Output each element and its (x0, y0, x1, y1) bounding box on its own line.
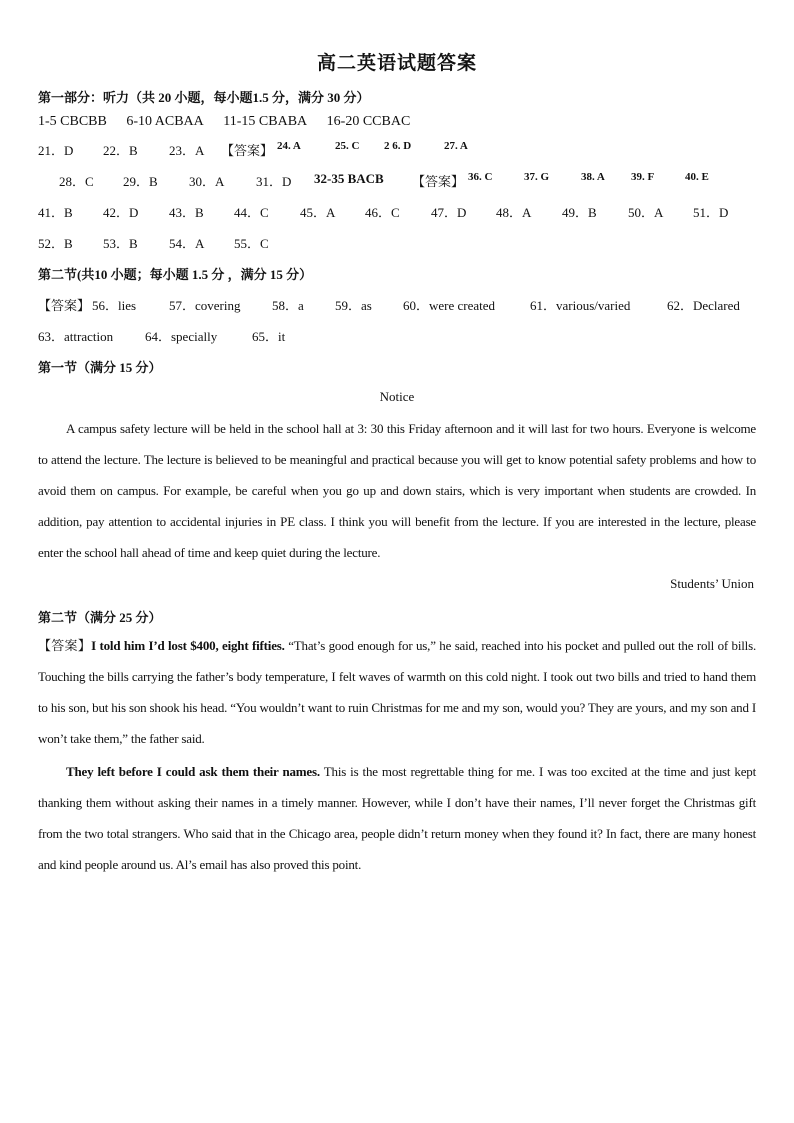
part1-answers (38, 114, 410, 130)
answer-item: 56．lies (92, 298, 137, 313)
paragraph-text: This is the most regrettable thing for me. I was too excited at the time and just kept thanking them without asking their names in a timely manner. However, while I don’t have their names, I’ll never forget the Christmas gift from the two total strangers. Who said that in the Chicago area, people didn’t return money when they found it? In fact, there are many honest and kind people around us. Al’s email has also proved this point. (38, 764, 756, 872)
answer-item: 65．it (252, 329, 286, 344)
answer-item: 28．C (59, 174, 94, 189)
writing2-paragraph-2 (38, 756, 756, 880)
answer-item: 57．covering (169, 298, 241, 313)
answer-item: 21．D (38, 143, 74, 158)
answer-item: 43．B (169, 205, 204, 220)
paragraph-text: “That’s good enough for us,” he said, reached into his pocket and pulled out the roll of bills. Touching the bills carrying the father’s body temperature, I felt waves of warmth on this cold night. I took out two bills and tried to hand them to his son, but his son shook his head. “You wouldn’t want to ruin Christmas for me and my son, would you? They are yours, and my son and I won’t take them,” the father said. (38, 638, 756, 746)
answer-item: 42．D (103, 205, 139, 220)
answer-tag: 【答案】 (38, 638, 92, 653)
answer-item: 41．B (38, 205, 73, 220)
answer-item: 53．B (103, 236, 138, 251)
section2-heading: 第二节(共10 小题；每小题 1.5 分 ，满分 15 分） (38, 267, 313, 282)
answer-item: 37. G (524, 171, 550, 183)
answer-item: 51．D (693, 205, 729, 220)
answer-item: 44．C (234, 205, 269, 220)
answer-item: 23．A (169, 143, 205, 158)
answer-item: 48．A (496, 205, 532, 220)
writing1-heading: 第一节（满分 15 分） (38, 360, 162, 375)
answer-item: 24. A (277, 140, 301, 152)
given-opening-sentence: They left before I could ask them their names. (66, 764, 320, 779)
answer-item: 22．B (103, 143, 138, 158)
notice-title: Notice (379, 389, 415, 404)
answer-item: 61．various/varied (530, 298, 631, 313)
answer-tag: 【答案】 (221, 143, 274, 158)
answer-item: 45．A (300, 205, 336, 220)
answer-item: 59．as (335, 298, 372, 313)
answer-item: 46．C (365, 205, 400, 220)
answer-item: 50．A (628, 205, 664, 220)
given-opening-sentence: I told him I’d lost $400, eight fifties. (91, 638, 285, 653)
answer-item: 55．C (234, 236, 269, 251)
answer-item: 36. C (468, 171, 493, 183)
answer-item: 39. F (631, 171, 655, 183)
answer-item: 49．B (562, 205, 597, 220)
answer-item: 40. E (685, 171, 709, 183)
answer-item: 31．D (256, 174, 292, 189)
answer-item: 54．A (169, 236, 205, 251)
answer-tag: 【答案】 (38, 298, 91, 313)
answer-item: 52．B (38, 236, 73, 251)
answer-item: 64．specially (145, 329, 218, 344)
answer-item: 38. A (581, 171, 605, 183)
answer-item: 47．D (431, 205, 467, 220)
answer-group: 16-20 CCBAC (326, 114, 411, 129)
page-title: 高二英语试题答案 (316, 53, 477, 74)
answer-item: 60．were created (403, 298, 496, 313)
answer-item: 29．B (123, 174, 158, 189)
answer-tag: 【答案】 (412, 174, 465, 189)
writing2-heading: 第二节（满分 25 分） (38, 610, 162, 625)
answer-item: 27. A (444, 140, 468, 152)
answer-item: 25. C (335, 140, 360, 152)
answer-item: 63．attraction (38, 329, 114, 344)
answer-item: 32-35 BACB (314, 171, 384, 186)
writing2-paragraph-1 (38, 630, 756, 754)
answer-item: 30．A (189, 174, 225, 189)
answer-group: 6-10 ACBAA (126, 114, 204, 129)
answer-group: 11-15 CBABA (223, 114, 308, 129)
notice-signature: Students’ Union (670, 576, 754, 591)
answer-item: 2 6. D (384, 140, 412, 152)
answer-item: 62．Declared (667, 298, 740, 313)
notice-body: A campus safety lecture will be held in the school hall at 3: 30 this Friday afternoon and it will last for two hours. Everyone is welcome to attend the lecture. The lecture is believed to be meaningful and practical because you will get to know potential safety problems and how to avoid them on campus. For example, be careful when you go up and down stairs, which is very important when students are crowded. In addition, pay attention to accidental injuries in PE class. I think you will benefit from the lecture. If you are interested in the lecture, please enter the school hall ahead of time and keep quiet during the lecture. (38, 421, 756, 560)
answer-group: 1-5 CBCBB (38, 114, 107, 129)
part1-heading: 第一部分：听力（共 20 小题，每小题1.5 分，满分 30 分） (38, 90, 370, 105)
answer-item: 58．a (272, 298, 304, 313)
